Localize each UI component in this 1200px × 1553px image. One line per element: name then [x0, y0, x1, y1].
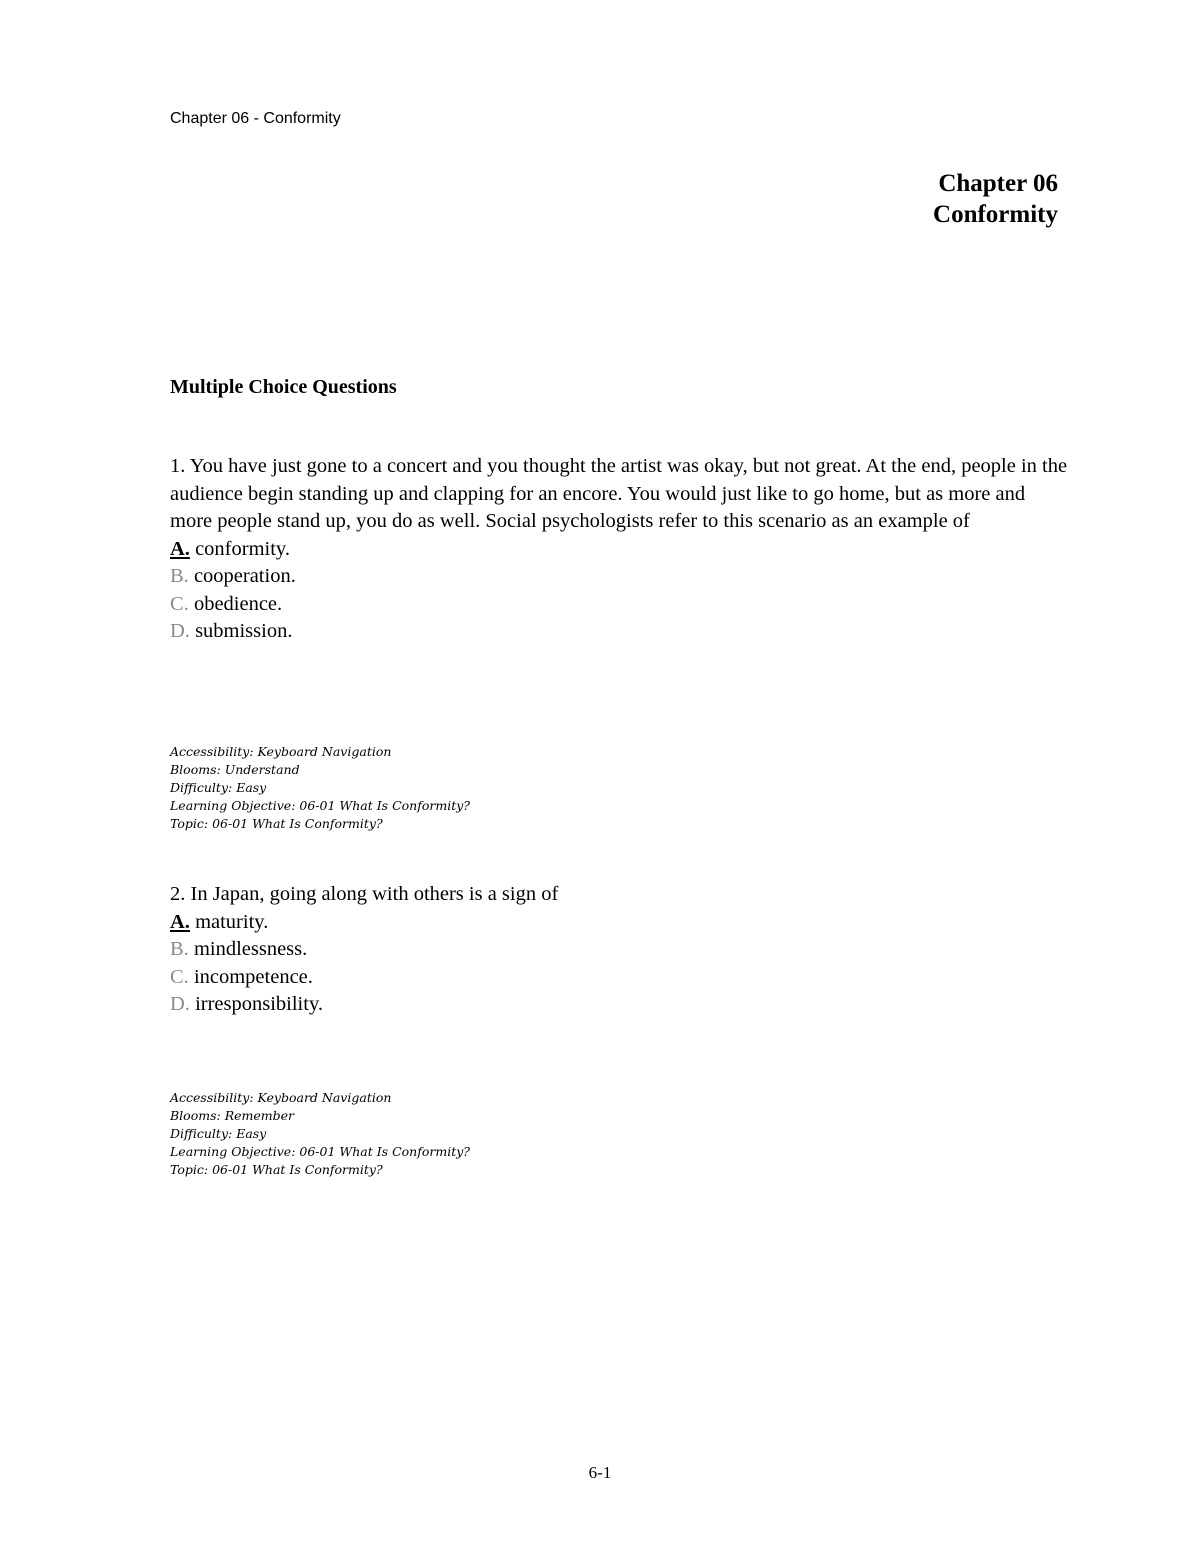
option-letter: D. — [170, 620, 190, 642]
meta-accessibility: Accessibility: Keyboard Navigation — [170, 1090, 392, 1105]
page-number: 6-1 — [588, 1463, 612, 1482]
question-2 — [170, 881, 1070, 1019]
question-stem: 1. You have just gone to a concert and you thought the artist was okay, but not great. At the end, people in the audience begin standing up and clapping for an encore. You would just like to go home, but as more and more people stand up, you do as well. Social psychologists refer to this scenario as an example of — [170, 455, 1068, 532]
option-text: obedience. — [188, 592, 283, 615]
question-1 — [170, 453, 1070, 646]
answer-option-d — [170, 618, 1070, 646]
answer-option-b — [170, 563, 1070, 591]
running-header: Chapter 06 - Conformity — [170, 110, 341, 127]
chapter-title-number: Chapter 06 — [938, 170, 1058, 197]
option-letter: B. — [170, 565, 189, 587]
option-text: cooperation. — [188, 565, 296, 587]
meta-topic: Topic: 06-01 What Is Conformity? — [170, 1162, 383, 1177]
option-text: incompetence. — [188, 965, 313, 988]
section-heading: Multiple Choice Questions — [170, 376, 397, 398]
option-text: submission. — [189, 620, 293, 642]
meta-accessibility: Accessibility: Keyboard Navigation — [170, 744, 392, 759]
option-letter: D. — [170, 993, 190, 1015]
question-2-metadata — [170, 1089, 470, 1179]
option-text: conformity. — [189, 537, 290, 560]
answer-option-a — [170, 909, 1070, 937]
option-text: irresponsibility. — [189, 993, 323, 1015]
meta-difficulty: Difficulty: Easy — [170, 1126, 267, 1141]
meta-learning-objective: Learning Objective: 06-01 What Is Conformity? — [170, 798, 470, 813]
answer-option-c — [170, 591, 1070, 619]
chapter-title-name: Conformity — [933, 201, 1058, 228]
answer-option-d — [170, 991, 1070, 1019]
meta-blooms: Blooms: Understand — [170, 762, 300, 777]
option-letter: B. — [170, 938, 189, 960]
question-stem: 2. In Japan, going along with others is a sign of — [170, 883, 559, 905]
answer-option-c — [170, 964, 1070, 992]
answer-option-b — [170, 936, 1070, 964]
meta-difficulty: Difficulty: Easy — [170, 780, 267, 795]
option-letter: A. — [170, 537, 190, 560]
meta-topic: Topic: 06-01 What Is Conformity? — [170, 816, 383, 831]
option-letter: C. — [170, 965, 189, 988]
option-letter: A. — [170, 910, 190, 933]
question-1-metadata — [170, 743, 470, 833]
answer-option-a — [170, 536, 1070, 564]
chapter-title — [933, 168, 1058, 230]
meta-blooms: Blooms: Remember — [170, 1108, 294, 1123]
option-text: mindlessness. — [188, 938, 308, 960]
option-letter: C. — [170, 592, 189, 615]
meta-learning-objective: Learning Objective: 06-01 What Is Conformity? — [170, 1144, 470, 1159]
option-text: maturity. — [189, 910, 269, 933]
